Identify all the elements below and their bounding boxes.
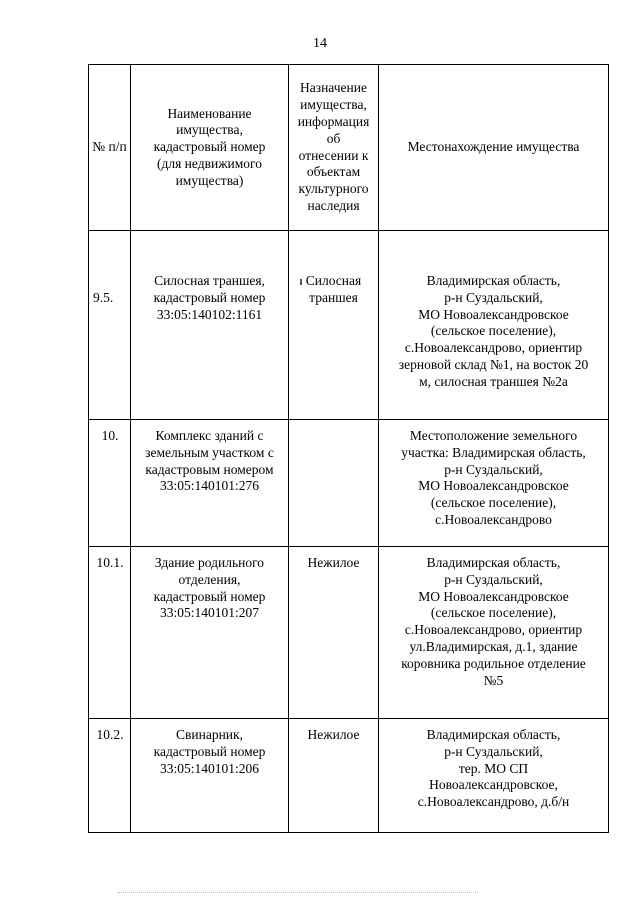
- property-table: [88, 64, 609, 833]
- table-body: [89, 231, 609, 833]
- property-purpose: [289, 420, 379, 547]
- row-number: 10.: [89, 420, 131, 547]
- property-name: Здание родильного отделения, кадастровый номер 33:05:140101:207: [131, 547, 289, 719]
- header-number: № п/п: [89, 65, 131, 231]
- property-name: Комплекс зданий с земельным участком с кадастровым номером 33:05:140101:276: [131, 420, 289, 547]
- header-row: [89, 65, 609, 231]
- page-number: 14: [313, 36, 327, 51]
- header-location: Местонахождение имущества: [379, 65, 609, 231]
- table-row: [89, 719, 609, 833]
- property-location: Владимирская область, р-н Суздальский, МО Новоалександровское (сельское поселение), с.Новоалександрово, ориентир ул.Владимирская, д.1, здание коровника родильное отделение №5: [379, 547, 609, 719]
- header-purpose: Назначение имущества, информация об отнесении к объектам культурного наследия: [289, 65, 379, 231]
- property-location: Владимирская область, р-н Суздальский, МО Новоалександровское (сельское поселение), с.Новоалександрово, ориентир зерновой склад №1, на восток 20 м, силосная траншея №2а: [379, 231, 609, 420]
- scan-mark: [300, 279, 302, 285]
- table-row: [89, 420, 609, 547]
- table-row: [89, 231, 609, 420]
- table-row: [89, 547, 609, 719]
- property-location: Владимирская область, р-н Суздальский, тер. МО СП Новоалександровское, с.Новоалександрово, д.б/н: [379, 719, 609, 833]
- property-purpose: Нежилое: [289, 719, 379, 833]
- row-number: 10.2.: [89, 719, 131, 833]
- row-number: 9.5.: [89, 231, 131, 420]
- property-purpose: Силосная траншея: [289, 231, 379, 420]
- table-header: [89, 65, 609, 231]
- scan-edge-marks: [118, 892, 478, 896]
- property-name: Свинарник, кадастровый номер 33:05:140101:206: [131, 719, 289, 833]
- property-location: Местоположение земельного участка: Владимирская область, р-н Суздальский, МО Новоалександровское (сельское поселение), с.Новоалександрово: [379, 420, 609, 547]
- property-purpose: Нежилое: [289, 547, 379, 719]
- row-number: 10.1.: [89, 547, 131, 719]
- property-name: Силосная траншея, кадастровый номер 33:05:140102:1161: [131, 231, 289, 420]
- header-name: Наименование имущества, кадастровый номер (для недвижимого имущества): [131, 65, 289, 231]
